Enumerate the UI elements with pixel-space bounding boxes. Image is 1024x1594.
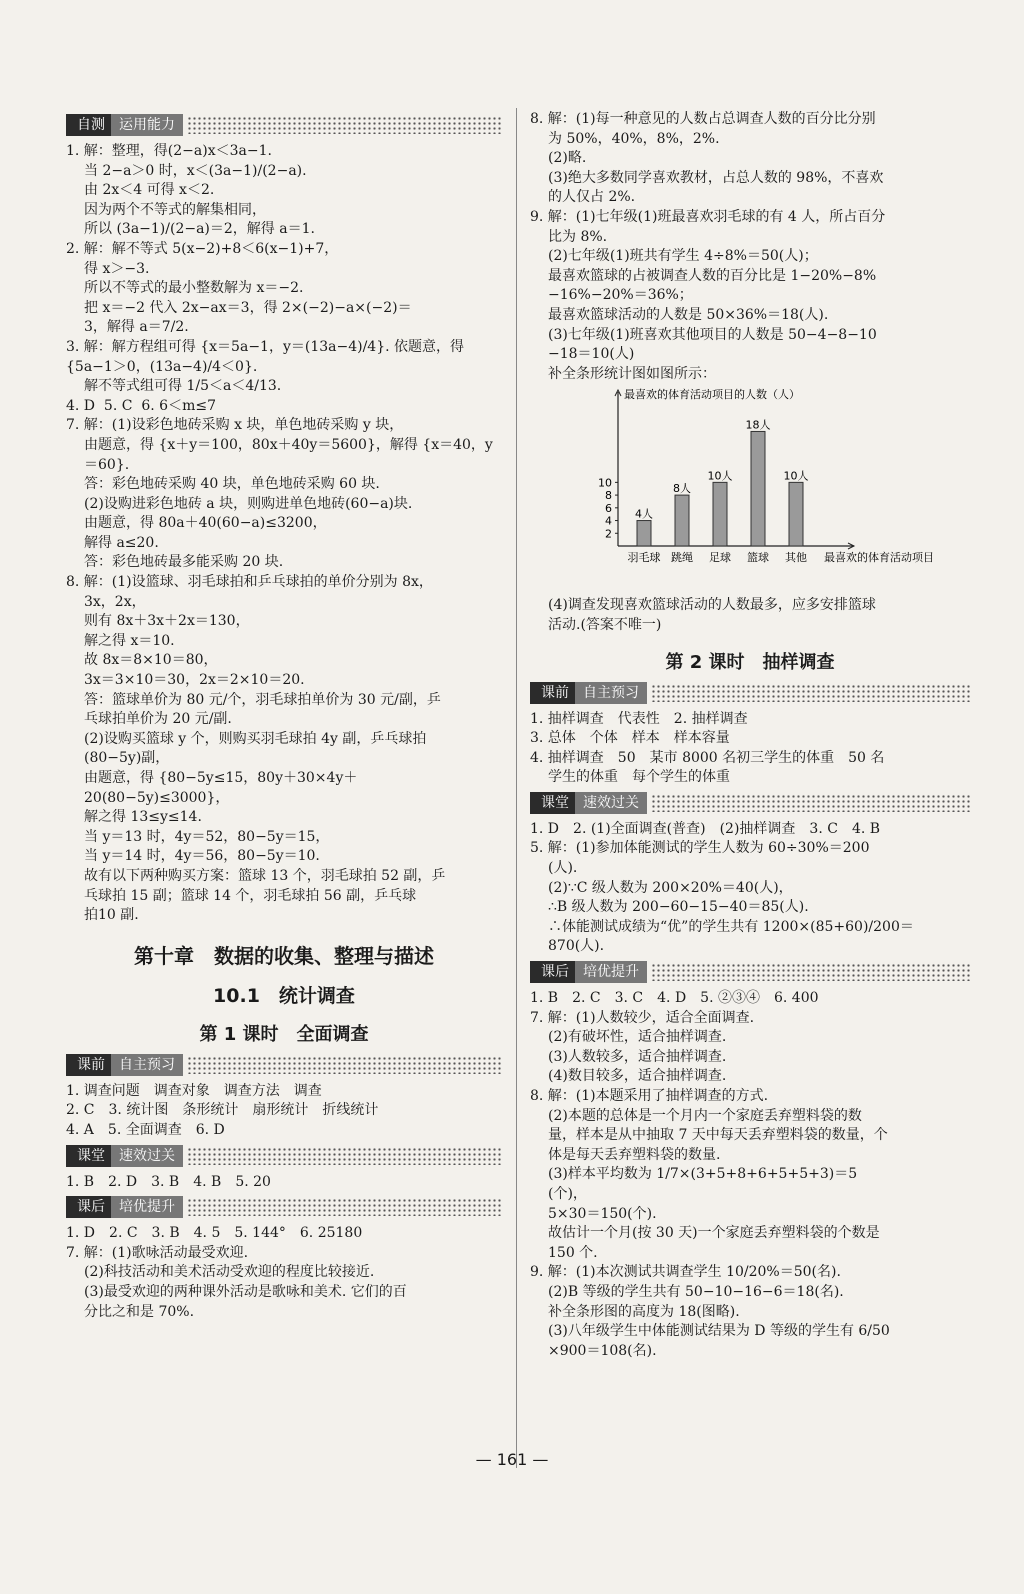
answer-line: 3. 总体 个体 样本 样本容量: [530, 730, 730, 747]
bar-data-label: 4人: [635, 507, 653, 521]
answer-line: 870(人).: [548, 938, 605, 955]
answer-line: 解之得 x＝10.: [84, 632, 175, 649]
section-header-class: [66, 1145, 502, 1167]
section-tag: 课堂: [530, 792, 575, 814]
answer-line: 1. D 2. (1)全面调查(普查) (2)抽样调查 3. C 4. B: [530, 820, 881, 837]
lesson-title-1: 第 1 课时 全面调查: [199, 1023, 369, 1045]
answer-line: 4. D 5. C 6. 6＜m≤7: [66, 397, 216, 414]
answer-line: 最喜欢篮球的占被调查人数的百分比是 1−20%−8%: [548, 267, 877, 284]
page-number: — 161 —: [475, 1450, 549, 1469]
dotted-rule: [187, 116, 502, 134]
section-title: 运用能力: [111, 114, 183, 136]
y-tick-label: 4: [605, 514, 612, 528]
answer-line: 所以不等式的最小整数解为 x＝−2.: [84, 280, 304, 297]
answer-line: (3)样本平均数为 1/7×(3+5+8+6+5+5+3)＝5: [548, 1166, 858, 1183]
column-divider: [516, 108, 517, 1468]
answers-preview-2: [530, 710, 970, 788]
answer-line: 4. 抽样调查 50 某市 8000 名初三学生的体重 50 名: [530, 749, 885, 766]
answer-line: 由题意，得 80a＋40(60−a)≤3200，: [84, 515, 327, 532]
category-label: 篮球: [747, 551, 769, 565]
section-title: 速效过关: [575, 792, 647, 814]
answer-line: (3)绝大多数同学喜欢教材，占总人数的 98%，不喜欢: [548, 169, 884, 186]
answer-line: 最喜欢篮球活动的人数是 50×36%＝18(人).: [548, 306, 829, 323]
section-title: 自主预习: [111, 1054, 183, 1076]
answer-line: 3. 解：解方程组可得 {x＝5a−1，y＝(13a−4)/4}. 依题意，得 {5a−1＞0，(13a−4)/4＜0}.: [66, 338, 469, 375]
answer-line: 的人仅占 2%.: [548, 189, 636, 206]
section-tag: 课后: [530, 961, 575, 983]
section-tag: 课前: [66, 1054, 111, 1076]
section-title-10-1: 10.1 统计调查: [213, 984, 355, 1007]
answer-line: (2)略.: [548, 150, 587, 167]
answer-line: 活动.(答案不唯一): [548, 616, 662, 633]
dotted-rule: [187, 1198, 502, 1216]
answer-line: 7. 解：(1)人数较少，适合全面调查.: [530, 1009, 755, 1026]
answer-line: 当 y＝13 时，4y＝52，80−5y＝15，: [84, 828, 330, 845]
dotted-rule: [187, 1056, 502, 1074]
section-tag: 课前: [530, 682, 575, 704]
answer-line: 把 x＝−2 代入 2x−ax＝3，得 2×(−2)−a×(−2)＝: [84, 299, 412, 316]
answer-line: (4)调查发现喜欢篮球活动的人数最多，应多安排篮球: [548, 597, 876, 614]
answer-line: (3)七年级(1)班喜欢其他项目的人数是 50−4−8−10: [548, 326, 877, 343]
y-tick-label: 10: [598, 476, 612, 490]
answer-line: 3，解得 a＝7/2.: [84, 319, 189, 336]
section-title: 速效过关: [111, 1145, 183, 1167]
answer-line: (3)最受欢迎的两种课外活动是歌咏和美术. 它们的百: [84, 1283, 407, 1300]
answer-line: (2)∵C 级人数为 200×20%＝40(人)，: [548, 879, 793, 896]
answer-line: 补全条形统计图如图所示：: [548, 365, 716, 382]
section-header-after-class-2: [530, 961, 970, 983]
answer-line: 2. C 3. 统计图 条形统计 扇形统计 折线统计: [66, 1102, 379, 1119]
answer-line: 解得 a≤20.: [84, 534, 159, 551]
answer-line: 7. 解：(1)歌咏活动最受欢迎.: [66, 1244, 249, 1261]
answers-after-chart: [530, 596, 970, 635]
answer-line: 8. 解：(1)设篮球、羽毛球拍和乒乓球拍的单价分别为 8x，: [66, 574, 433, 591]
section-title: 培优提升: [575, 961, 647, 983]
answer-line: 4. A 5. 全面调查 6. D: [66, 1121, 225, 1138]
answers-after-class: [66, 1224, 502, 1322]
answer-line: 由 2x＜4 可得 x＜2.: [84, 182, 215, 199]
bar-其他: [789, 483, 803, 547]
answer-line: (2)本题的总体是一个月内一个家庭丢弃塑料袋的数: [548, 1107, 862, 1124]
y-tick-label: 6: [605, 502, 612, 516]
dotted-rule: [651, 794, 970, 812]
answers-self-test: [66, 142, 502, 926]
answer-line: 解不等式组可得 1/5＜a＜4/13.: [84, 378, 282, 395]
answer-line: 150 个.: [548, 1244, 598, 1261]
section-title: 培优提升: [111, 1196, 183, 1218]
y-tick-label: 2: [605, 527, 612, 541]
section-header-preview: [66, 1054, 502, 1076]
answer-line: 故 8x＝8×10＝80，: [84, 652, 218, 669]
section-tag: 自测: [66, 114, 111, 136]
answer-line: (2)有破坏性，适合抽样调查.: [548, 1029, 727, 1046]
answer-line: 比为 8%.: [548, 228, 608, 245]
dotted-rule: [651, 963, 970, 981]
answer-line: 拍10 副.: [84, 907, 139, 924]
answers-after-class-2: [530, 989, 970, 1361]
answer-line: 8. 解：(1)本题采用了抽样调查的方式.: [530, 1088, 769, 1104]
answer-line: ∴体能测试成绩为“优”的学生共有 1200×(85+60)/200＝: [548, 918, 914, 935]
bar-足球: [713, 483, 727, 547]
answer-line: 9. 解：(1)七年级(1)班最喜欢羽毛球的有 4 人，所占百分: [530, 208, 886, 225]
answer-line: 学生的体重 每个学生的体重: [548, 769, 730, 786]
answer-line: 答：彩色地砖最多能采购 20 块.: [84, 554, 284, 571]
answer-line: 9. 解：(1)本次测试共调查学生 10/20%＝50(名).: [530, 1264, 841, 1281]
section-title: 自主预习: [575, 682, 647, 704]
answer-line: 乓球拍单价为 20 元/副.: [84, 711, 232, 728]
answer-line: 分比之和是 70%.: [84, 1303, 195, 1320]
bar-羽毛球: [637, 521, 651, 546]
left-column: [66, 110, 502, 1322]
answer-line: 量，样本是从中抽取 7 天中每天丢弃塑料袋的数量，个: [548, 1127, 888, 1144]
answer-line: 故估计一个月(按 30 天)一个家庭丢弃塑料袋的个数是: [548, 1225, 880, 1242]
answer-line: (2)设购买篮球 y 个，则购买羽毛球拍 4y 副，乒乓球拍: [84, 730, 427, 747]
answer-line: (2)B 等级的学生共有 50−10−16−6＝18(名).: [548, 1283, 844, 1300]
answer-line: ×900＝108(名).: [548, 1342, 657, 1359]
answer-line: 答：篮球单价为 80 元/个，羽毛球拍单价为 30 元/副，乒: [84, 691, 441, 708]
answer-line: 5. 解：(1)参加体能测试的学生人数为 60÷30%＝200: [530, 840, 870, 857]
answer-line: 1. 调查问题 调查对象 调查方法 调查: [66, 1082, 322, 1099]
answer-line: 7. 解：(1)设彩色地砖采购 x 块，单色地砖采购 y 块，: [66, 417, 404, 434]
bar-data-label: 10人: [707, 469, 733, 483]
chapter-title: 第十章 数据的收集、整理与描述: [134, 943, 434, 968]
answer-line: 8. 解：(1)每一种意见的人数占总调查人数的百分比分别: [530, 111, 876, 127]
answer-line: (3)八年级学生中体能测试结果为 D 等级的学生有 6/50: [548, 1323, 890, 1340]
answer-line: 由题意，得 {80−5y≤15，80y＋30×4y＋20(80−5y)≤3000}，: [84, 770, 358, 806]
bar-data-label: 8人: [673, 482, 691, 496]
answer-line: 故有以下两种购买方案：篮球 13 个，羽毛球拍 52 副，乒: [84, 867, 446, 884]
answer-line: (80−5y)副，: [84, 750, 170, 767]
answer-line: 则有 8x＋3x＋2x＝130，: [84, 613, 250, 630]
category-label: 跳绳: [671, 551, 693, 565]
answers-preview: [66, 1082, 502, 1141]
answer-line: (3)人数较多，适合抽样调查.: [548, 1048, 727, 1065]
answer-line: (2)七年级(1)班共有学生 4÷8%＝50(人)；: [548, 248, 818, 265]
answer-line: (2)设购进彩色地砖 a 块，则购进单色地砖(60−a)块.: [84, 495, 413, 512]
answers-continued: [530, 110, 970, 384]
section-header-preview-2: [530, 682, 970, 704]
answer-line: (人).: [548, 860, 578, 877]
section-header-class-2: [530, 792, 970, 814]
answer-line: 因为两个不等式的解集相同，: [84, 201, 266, 218]
category-label: 其他: [785, 551, 807, 565]
answer-line: 当 y＝14 时，4y＝56，80−5y＝10.: [84, 848, 320, 865]
section-header-self-test: [66, 114, 502, 136]
answer-line: 5×30＝150(个).: [548, 1205, 657, 1222]
section-header-after-class: [66, 1196, 502, 1218]
answer-line: 3x，2x，: [84, 593, 146, 610]
chart-xlabel: 最喜欢的体育活动项目: [824, 551, 934, 565]
y-tick-label: 8: [605, 489, 612, 503]
answer-line: 1. B 2. D 3. B 4. B 5. 20: [66, 1173, 271, 1190]
answer-line: 为 50%，40%，8%，2%.: [548, 130, 720, 147]
answer-line: (4)数目较多，适合抽样调查.: [548, 1068, 727, 1085]
answer-line: 1. 抽样调查 代表性 2. 抽样调查: [530, 710, 748, 727]
answer-line: 答：彩色地砖采购 40 块，单色地砖采购 60 块.: [84, 476, 380, 493]
answer-line: ∴B 级人数为 200−60−15−40＝85(人).: [548, 899, 809, 916]
section-tag: 课堂: [66, 1145, 111, 1167]
chart-ylabel: 最喜欢的体育活动项目的人数（人）: [624, 388, 800, 402]
answer-line: 当 2−a＞0 时，x＜(3a−1)/(2−a).: [84, 162, 307, 179]
answer-line: 体是每天丢弃塑料袋的数量.: [548, 1146, 721, 1163]
answer-line: 1. D 2. C 3. B 4. 5 5. 144° 6. 25180: [66, 1225, 363, 1242]
answer-line: 解之得 13≤y≤14.: [84, 809, 202, 826]
bar-data-label: 10人: [783, 469, 809, 483]
category-label: 羽毛球: [627, 551, 661, 565]
answer-line: 乓球拍 15 副；篮球 14 个，羽毛球拍 56 副，乒乓球: [84, 887, 417, 904]
dotted-rule: [651, 684, 970, 702]
answer-line: 补全条形图的高度为 18(图略).: [548, 1303, 740, 1320]
section-tag: 课后: [66, 1196, 111, 1218]
lesson-title-2: 第 2 课时 抽样调查: [665, 651, 835, 673]
answer-line: 由题意，得 {x＋y＝100，80x＋40y＝5600}，解得 {x＝40，y＝60}.: [84, 436, 493, 473]
answer-line: 1. B 2. C 3. C 4. D 5. ②③④ 6. 400: [530, 990, 819, 1007]
bar-data-label: 18人: [745, 418, 771, 432]
category-label: 足球: [709, 551, 731, 565]
answer-line: (2)科技活动和美术活动受欢迎的程度比较接近.: [84, 1264, 375, 1281]
answer-line: 所以 (3a−1)/(2−a)＝2，解得 a＝1.: [84, 221, 315, 238]
answer-line: 1. 解：整理，得(2−a)x＜3a−1.: [66, 143, 272, 159]
answer-line: (个)，: [548, 1185, 587, 1202]
right-column: [530, 110, 970, 1361]
answer-line: 2. 解：解不等式 5(x−2)+8＜6(x−1)+7，: [66, 240, 339, 257]
bar-篮球: [751, 432, 765, 547]
answers-class-2: [530, 820, 970, 957]
answers-class: [66, 1173, 502, 1193]
bar-跳绳: [675, 495, 689, 546]
answer-line: 得 x＞−3.: [84, 260, 150, 277]
dotted-rule: [187, 1147, 502, 1165]
answer-line: −16%−20%＝36%；: [548, 287, 693, 304]
answer-line: −18＝10(人): [548, 346, 635, 363]
answer-line: 3x＝3×10＝30，2x＝2×10＝20.: [84, 672, 305, 689]
bar-chart: [590, 386, 934, 586]
